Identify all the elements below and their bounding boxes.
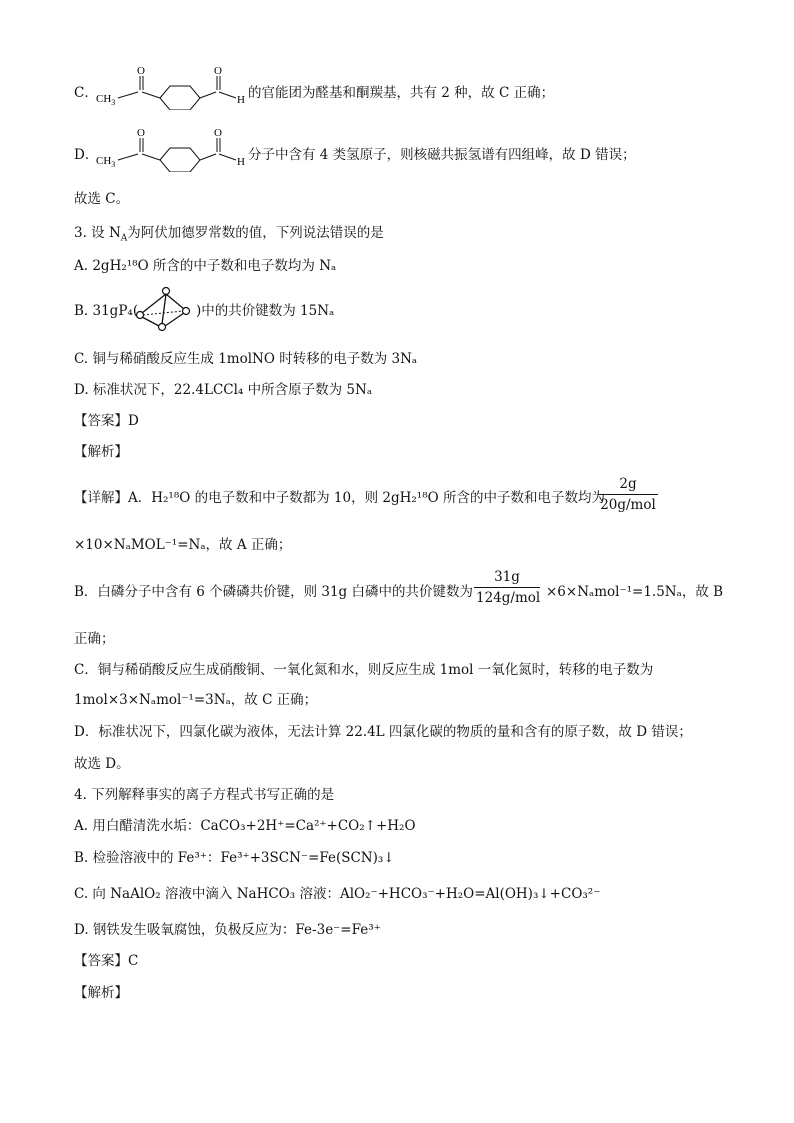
option-d-prefix: D． bbox=[74, 147, 99, 163]
fraction-a bbox=[598, 476, 658, 513]
acetylbenzaldehyde-structure-d bbox=[96, 124, 248, 172]
q4-option-a: A. 用白醋清洗水垢：CaCO₃+2H⁺=Ca²⁺+CO₂↑+H₂O bbox=[74, 818, 416, 834]
q3-option-c: C. 铜与稀硝酸反应生成 1molNO 时转移的电子数为 3Nₐ bbox=[74, 351, 418, 367]
detail-b-cont: 正确； bbox=[74, 631, 115, 647]
fraction-b-numerator: 31g bbox=[494, 569, 520, 585]
analysis-3: 【解析】 bbox=[74, 444, 128, 460]
detail-a: 【详解】A．H₂¹⁸O 的电子数和中子数都为 10，则 2gH₂¹⁸O 所含的中子数和电子数均为 bbox=[74, 490, 605, 506]
q4-option-c: C. 向 NaAlO₂ 溶液中滴入 NaHCO₃ 溶液：AlO₂⁻+HCO₃⁻+H₂O=Al(OH)₃↓+CO₃²⁻ bbox=[74, 886, 601, 902]
q3-option-b-pre: B. 31gP₄( bbox=[74, 303, 139, 319]
fraction-a-denominator: 20g/mol bbox=[600, 497, 656, 513]
question-4: 4. 下列解释事实的离子方程式书写正确的是 bbox=[74, 787, 335, 803]
svg-text:CH3: $CH_3$ bbox=[96, 155, 116, 169]
detail-b: B．白磷分子中含有 6 个磷磷共价键，则 31g 白磷中的共价键数为 bbox=[74, 584, 473, 600]
svg-text:H: H bbox=[237, 156, 245, 168]
option-c-prefix: C． bbox=[74, 85, 98, 101]
option-c-text: 的官能团为醛基和酮羰基，共有 2 种，故 C 正确； bbox=[248, 85, 555, 101]
analysis-4: 【解析】 bbox=[74, 985, 128, 1001]
choose-d: 故选 D。 bbox=[74, 756, 130, 772]
svg-text:H: H bbox=[237, 94, 245, 106]
acetylbenzaldehyde-structure-c bbox=[96, 62, 248, 110]
detail-c: C．铜与稀硝酸反应生成硝酸铜、一氧化氮和水，则反应生成 1mol 一氧化氮时，转移的电子数为 bbox=[74, 662, 654, 678]
option-d-text: 分子中含有 4 类氢原子，则核磁共振氢谱有四组峰，故 D 错误； bbox=[248, 147, 636, 163]
answer-4: 【答案】C bbox=[74, 953, 139, 969]
svg-text:O: O bbox=[214, 65, 222, 77]
choose-c: 故选 C。 bbox=[74, 191, 130, 207]
fraction-b bbox=[474, 569, 540, 606]
svg-text:O: O bbox=[137, 127, 145, 139]
svg-text:CH3: $CH_3$ bbox=[96, 93, 116, 107]
detail-d: D．标准状况下，四氯化碳为液体，无法计算 22.4L 四氯化碳的物质的量和含有的原子数，故 D 错误； bbox=[74, 724, 692, 740]
q4-option-b: B. 检验溶液中的 Fe³⁺：Fe³⁺+3SCN⁻=Fe(SCN)₃↓ bbox=[74, 850, 395, 866]
detail-b-tail: ×6×Nₐmol⁻¹=1.5Nₐ，故 B bbox=[546, 584, 724, 600]
detail-c-cont: 1mol×3×Nₐmol⁻¹=3Nₐ，故 C 正确； bbox=[74, 692, 318, 708]
q3-option-a: A. 2gH₂¹⁸O 所含的中子数和电子数均为 Nₐ bbox=[74, 258, 337, 274]
question-3: 3. 设 $N_A$为阿伏加德罗常数的值，下列说法错误的是 bbox=[74, 225, 384, 244]
svg-text:O: O bbox=[214, 127, 222, 139]
svg-text:O: O bbox=[137, 65, 145, 77]
answer-3: 【答案】D bbox=[74, 413, 139, 429]
p4-tetrahedron-icon bbox=[132, 285, 196, 333]
q4-option-d: D. 钢铁发生吸氧腐蚀，负极反应为：Fe-3e⁻=Fe³⁺ bbox=[74, 922, 381, 938]
fraction-a-numerator: 2g bbox=[619, 476, 637, 492]
detail-a-cont: ×10×NₐMOL⁻¹=Nₐ，故 A 正确； bbox=[74, 537, 292, 553]
q3-option-b-post: )中的共价键数为 15Nₐ bbox=[196, 303, 335, 319]
q3-option-d: D. 标准状况下，22.4LCCl₄ 中所含原子数为 5Nₐ bbox=[74, 382, 373, 398]
fraction-b-denominator: 124g/mol bbox=[476, 590, 541, 606]
